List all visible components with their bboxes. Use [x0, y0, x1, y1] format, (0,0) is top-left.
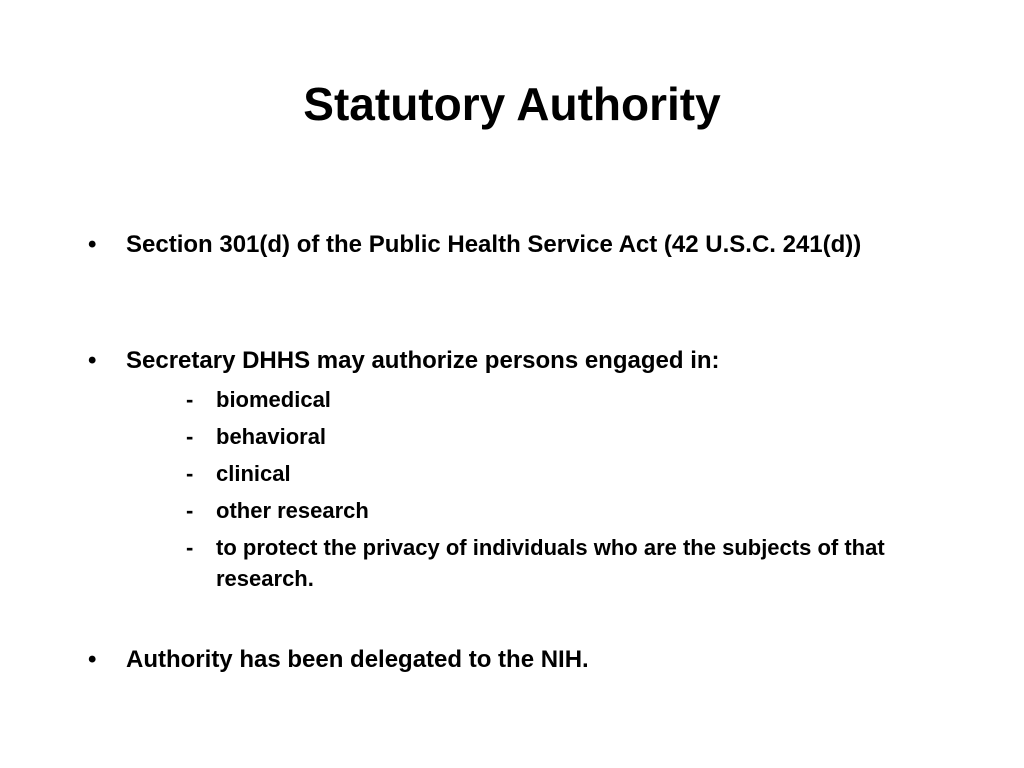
sub-item	[186, 458, 926, 489]
sub-item-text: to protect the privacy of individuals who are the subjects of that research.	[216, 535, 885, 591]
sub-item-marker: -	[186, 424, 194, 449]
sub-item-marker: -	[186, 535, 194, 560]
sub-item	[186, 532, 926, 594]
sub-item-marker: -	[186, 387, 194, 412]
sub-item-text: behavioral	[216, 424, 327, 449]
sub-item	[186, 495, 926, 526]
bullet-text: Section 301(d) of the Public Health Service Act (42 U.S.C. 241(d))	[126, 231, 862, 258]
slide-title: Statutory Authority	[303, 78, 721, 130]
sub-item-marker: -	[186, 498, 194, 523]
sub-item	[186, 421, 926, 452]
sub-item	[186, 384, 926, 415]
sub-item-marker: -	[186, 461, 194, 486]
sub-item-text: clinical	[216, 461, 291, 486]
bullet-marker: •	[88, 646, 97, 673]
bullet-text: Authority has been delegated to the NIH.	[126, 646, 589, 673]
bullet-item	[88, 643, 918, 677]
bullet-marker: •	[88, 231, 97, 258]
bullet-item	[88, 228, 918, 262]
bullet-item	[88, 344, 918, 378]
bullet-text: Secretary DHHS may authorize persons engaged in:	[126, 347, 720, 374]
sub-item-text: biomedical	[216, 387, 331, 412]
sub-item-text: other research	[216, 498, 369, 523]
bullet-marker: •	[88, 347, 97, 374]
